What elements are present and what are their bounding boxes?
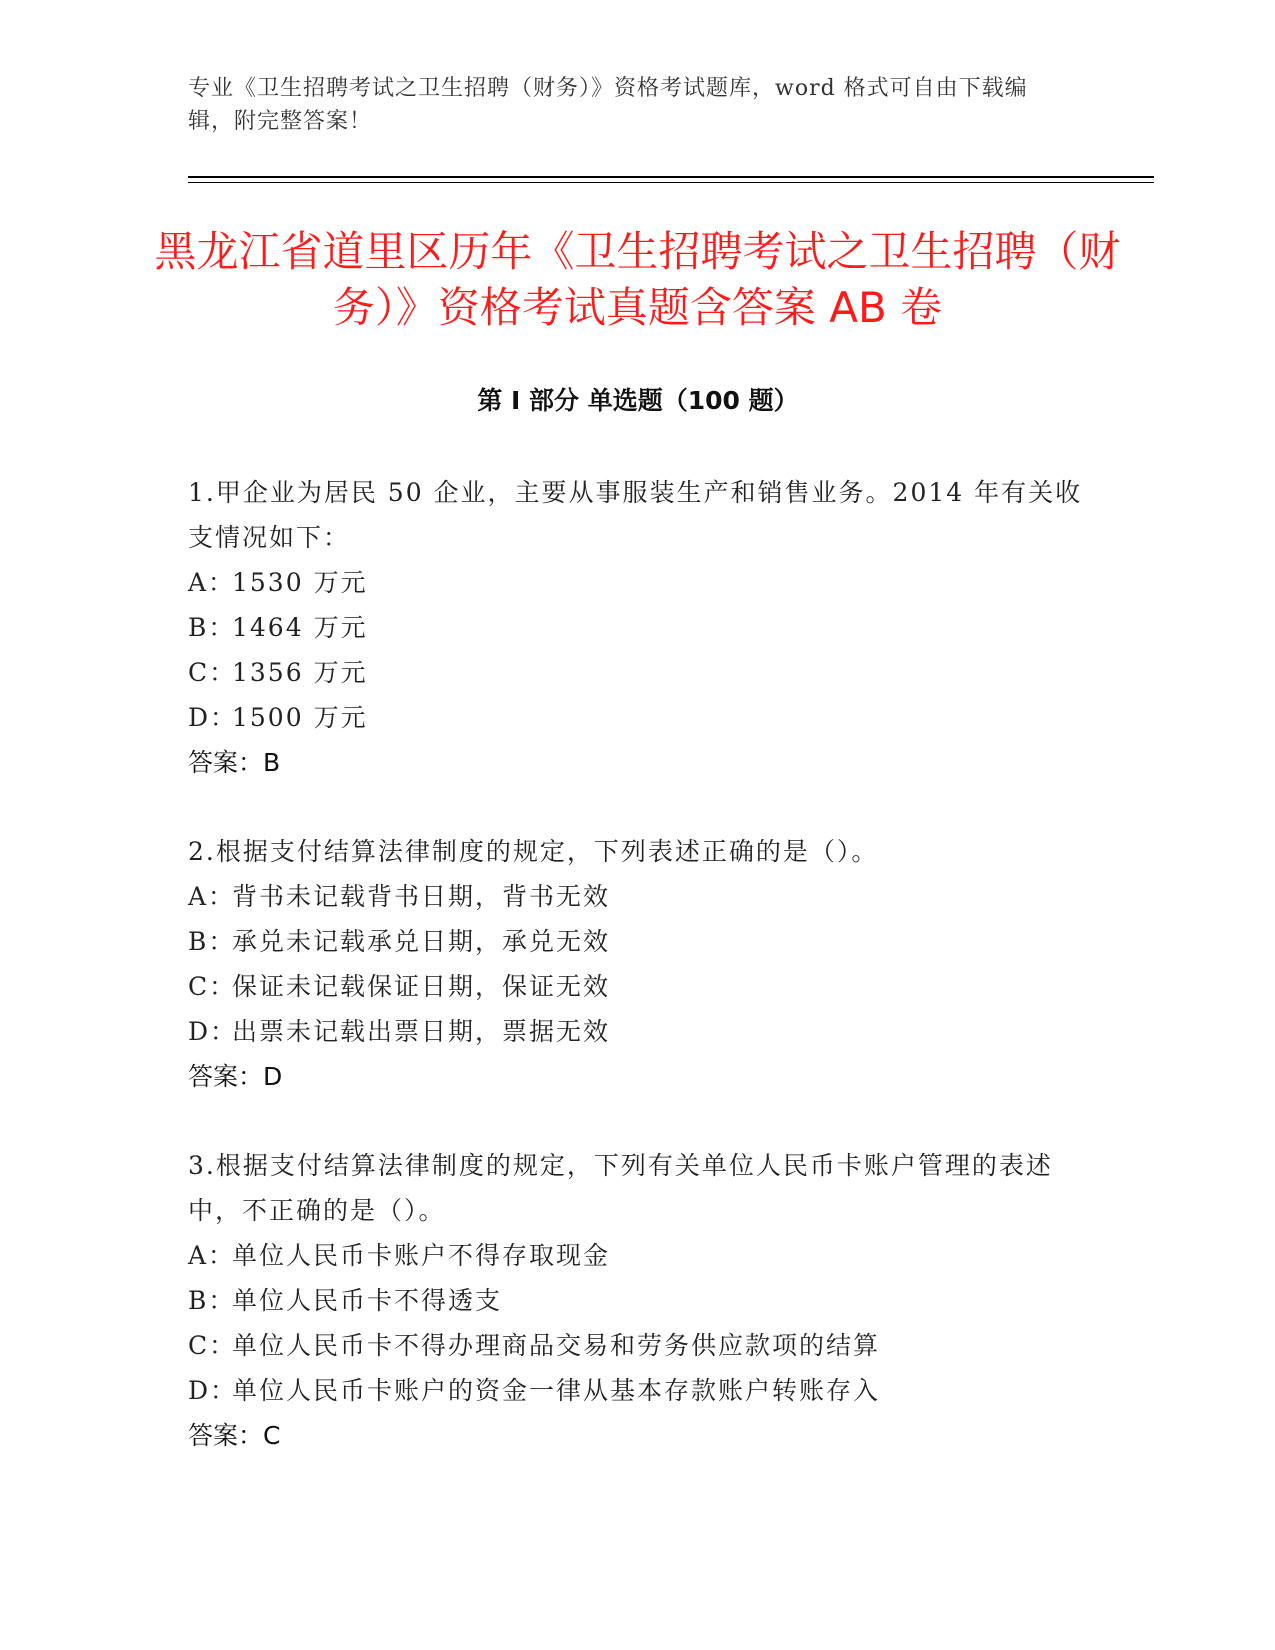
header-divider-thin xyxy=(188,182,1154,183)
option-key: C： xyxy=(188,1331,237,1360)
question-1 xyxy=(188,470,1088,785)
question-stem: 2.根据支付结算法律制度的规定，下列表述正确的是（）。 xyxy=(188,837,879,866)
question-stem: 3.根据支付结算法律制度的规定，下列有关单位人民币卡账户管理的表述中，不正确的是（）。 xyxy=(188,1151,1053,1225)
option-key: B： xyxy=(188,927,236,956)
question-stem: 1.甲企业为居民 50 企业，主要从事服装生产和销售业务。2014 年有关收支情况如下： xyxy=(188,478,1083,552)
answer: 答案：C xyxy=(188,1421,281,1450)
section-title: 第 I 部分 单选题（100 题） xyxy=(477,386,799,415)
header-divider-thick xyxy=(188,176,1154,178)
option-text: 出票未记载出票日期，票据无效 xyxy=(232,1017,611,1046)
option-text: 承兑未记载承兑日期，承兑无效 xyxy=(232,927,611,956)
header-note: 专业《卫生招聘考试之卫生招聘（财务）》资格考试题库，word 格式可自由下载编辑，附完整答案！ xyxy=(188,76,1028,134)
option-key: D： xyxy=(188,1376,238,1405)
option-key: D： xyxy=(188,703,238,732)
option-key: B： xyxy=(188,613,236,642)
option-key: C： xyxy=(188,658,237,687)
option-text: 1356 万元 xyxy=(232,658,368,687)
option-a xyxy=(188,874,1088,919)
option-text: 1500 万元 xyxy=(232,703,368,732)
question-3 xyxy=(188,1143,1088,1458)
option-key: B： xyxy=(188,1286,236,1315)
option-key: D： xyxy=(188,1017,238,1046)
option-text: 1530 万元 xyxy=(232,568,368,597)
option-key: A： xyxy=(188,1241,236,1270)
option-text: 单位人民币卡不得透支 xyxy=(232,1286,503,1315)
option-c xyxy=(188,964,1088,1009)
option-text: 1464 万元 xyxy=(232,613,368,642)
option-text: 单位人民币卡账户不得存取现金 xyxy=(232,1241,611,1270)
document-title: 黑龙江省道里区历年《卫生招聘考试之卫生招聘（财务）》资格考试真题含答案 AB 卷 xyxy=(154,227,1121,332)
option-c xyxy=(188,650,1088,695)
question-list xyxy=(188,470,1088,1502)
option-text: 单位人民币卡账户的资金一律从基本存款账户转账存入 xyxy=(232,1376,881,1405)
option-text: 单位人民币卡不得办理商品交易和劳务供应款项的结算 xyxy=(232,1331,881,1360)
option-text: 保证未记载保证日期，保证无效 xyxy=(232,972,611,1001)
option-key: C： xyxy=(188,972,237,1001)
answer: 答案：D xyxy=(188,1062,283,1091)
option-c xyxy=(188,1323,1088,1368)
option-b xyxy=(188,1278,1088,1323)
option-d xyxy=(188,1368,1088,1413)
option-a xyxy=(188,1233,1088,1278)
option-key: A： xyxy=(188,882,236,911)
answer: 答案：B xyxy=(188,748,281,777)
option-text: 背书未记载背书日期，背书无效 xyxy=(232,882,611,911)
option-b xyxy=(188,605,1088,650)
option-a xyxy=(188,560,1088,605)
option-d xyxy=(188,695,1088,740)
option-b xyxy=(188,919,1088,964)
option-d xyxy=(188,1009,1088,1054)
question-2 xyxy=(188,829,1088,1099)
option-key: A： xyxy=(188,568,236,597)
